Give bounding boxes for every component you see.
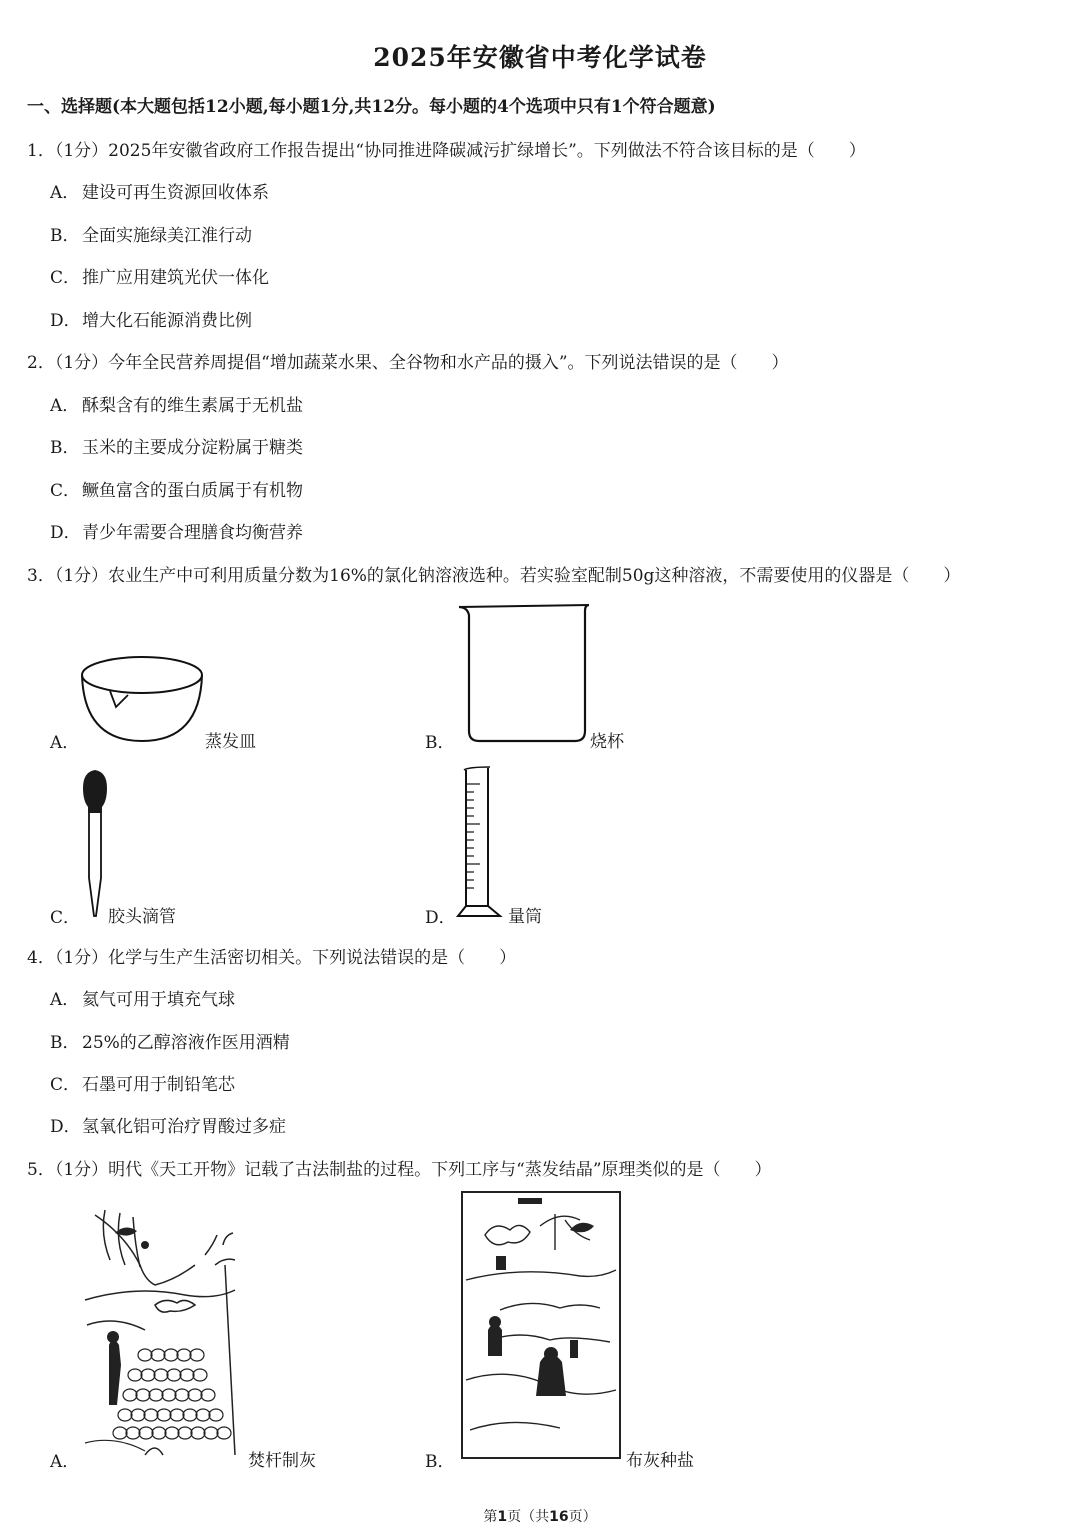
q5-option-b-letter[interactable]: B． (425, 1452, 455, 1472)
q4-option-b[interactable] (50, 1028, 290, 1053)
pile-stone (177, 1349, 191, 1361)
footer-page-number: 1 (497, 1509, 508, 1525)
q3-option-a-letter[interactable]: A． (50, 733, 80, 753)
pile-stone (118, 1409, 132, 1421)
option-text: 建设可再生资源回收体系 (82, 183, 269, 203)
option-text: 石墨可用于制铅笔芯 (82, 1075, 235, 1095)
pile-stone (139, 1427, 153, 1439)
pile-stone (162, 1389, 176, 1401)
pile-stone (157, 1409, 171, 1421)
q2-option-c[interactable] (50, 476, 303, 501)
pile-stone (178, 1427, 192, 1439)
option-letter: A． (50, 183, 80, 203)
option-text: 全面实施绿美江淮行动 (82, 226, 252, 246)
pile-stone (175, 1389, 189, 1401)
pile-stone (128, 1369, 142, 1381)
option-letter: C． (50, 481, 81, 501)
pile-stone (170, 1409, 184, 1421)
question-3-stem: 3．（1分）农业生产中可利用质量分数为16%的氯化钠溶液选种。若实验室配制50g这种溶液，不需要使用的仪器是（ ） (27, 566, 961, 586)
q5-option-b-label: 布灰种盐 (626, 1451, 694, 1471)
page-title: 2025年安徽省中考化学试卷 (373, 43, 707, 72)
option-text: 推广应用建筑光伏一体化 (82, 268, 269, 288)
option-letter: D． (50, 1117, 81, 1137)
option-text: 氦气可用于填充气球 (82, 990, 235, 1010)
footer-mid: 页（共 (507, 1509, 550, 1525)
q5-option-a-label: 焚杆制灰 (248, 1451, 316, 1471)
pile-stone (164, 1349, 178, 1361)
q1-option-c[interactable] (50, 263, 269, 288)
q3-option-c-letter[interactable]: C． (50, 908, 81, 928)
burning-stalks-illustration[interactable] (85, 1205, 245, 1460)
beaker-icon[interactable] (457, 603, 592, 745)
pile-stone (191, 1427, 205, 1439)
q4-option-a[interactable] (50, 985, 235, 1010)
pile-stone (188, 1389, 202, 1401)
pile-stone (183, 1409, 197, 1421)
option-letter: C． (50, 1075, 81, 1095)
option-text: 增大化石能源消费比例 (82, 311, 252, 331)
q5-option-a-letter[interactable]: A． (50, 1452, 80, 1472)
pile-stone (123, 1389, 137, 1401)
option-text: 青少年需要合理膳食均衡营养 (82, 523, 303, 543)
option-text: 25%的乙醇溶液作医用酒精 (82, 1033, 290, 1053)
pile-stone (217, 1427, 231, 1439)
pile-stone (126, 1427, 140, 1439)
pile-stone (180, 1369, 194, 1381)
question-4-stem: 4．（1分）化学与生产生活密切相关。下列说法错误的是（ ） (27, 948, 517, 968)
page-footer (0, 1506, 1080, 1526)
q1-option-b[interactable] (50, 221, 252, 246)
q3-option-a-label: 蒸发皿 (205, 732, 256, 752)
option-letter: D． (50, 523, 81, 543)
option-letter: C． (50, 268, 81, 288)
pile-stone (151, 1349, 165, 1361)
option-letter: B． (50, 226, 80, 246)
question-1-stem: 1．（1分）2025年安徽省政府工作报告提出“协同推进降碳减污扩绿增长”。下列做法不符合该目标的是（ ） (27, 141, 866, 161)
option-text: 酥梨含有的维生素属于无机盐 (82, 396, 303, 416)
option-letter: A． (50, 990, 80, 1010)
question-2-stem: 2．（1分）今年全民营养周提倡“增加蔬菜水果、全谷物和水产品的摄入”。下列说法错误的是（ ） (27, 353, 789, 373)
q2-option-a[interactable] (50, 391, 303, 416)
option-text: 玉米的主要成分淀粉属于糖类 (82, 438, 303, 458)
pile-stone (131, 1409, 145, 1421)
footer-total-pages: 16 (549, 1509, 569, 1525)
option-text: 鳜鱼富含的蛋白质属于有机物 (82, 481, 303, 501)
option-letter: B． (50, 438, 80, 458)
pile-stone (167, 1369, 181, 1381)
pile-stone (152, 1427, 166, 1439)
section-heading: 一、选择题(本大题包括12小题,每小题1分,共12分。每小题的4个选项中只有1个符合题意) (27, 97, 716, 117)
q3-option-d-label: 量筒 (508, 907, 542, 927)
evaporating-dish-icon[interactable] (80, 655, 205, 745)
q3-option-d-letter[interactable]: D． (425, 908, 456, 928)
footer-prefix: 第 (483, 1509, 498, 1525)
q4-option-c[interactable] (50, 1070, 235, 1095)
pile-stone (201, 1389, 215, 1401)
graduated-cylinder-icon[interactable] (456, 766, 506, 920)
option-letter: D． (50, 311, 81, 331)
q1-option-a[interactable] (50, 178, 269, 203)
pile-stone (154, 1369, 168, 1381)
option-text: 氢氧化铝可治疗胃酸过多症 (82, 1117, 286, 1137)
pile-stone (136, 1389, 150, 1401)
pile-stone (190, 1349, 204, 1361)
footer-suffix: 页） (568, 1509, 597, 1525)
pile-stone (165, 1427, 179, 1439)
q4-option-d[interactable] (50, 1112, 286, 1137)
q2-option-d[interactable] (50, 518, 303, 543)
pile-stone (113, 1427, 127, 1439)
spreading-ash-illustration[interactable] (460, 1190, 622, 1462)
q3-option-c-label: 胶头滴管 (108, 907, 176, 927)
q3-option-b-letter[interactable]: B． (425, 733, 455, 753)
pile-stone (193, 1369, 207, 1381)
q1-option-d[interactable] (50, 306, 252, 331)
q3-option-b-label: 烧杯 (590, 732, 624, 752)
dropper-icon[interactable] (80, 768, 110, 920)
question-5-stem: 5．（1分）明代《天工开物》记载了古法制盐的过程。下列工序与“蒸发结晶”原理类似的是（ ） (27, 1160, 772, 1180)
pile-stone (149, 1389, 163, 1401)
pile-stone (141, 1369, 155, 1381)
pile-stone (144, 1409, 158, 1421)
pile-stone (196, 1409, 210, 1421)
pile-stone (209, 1409, 223, 1421)
option-letter: B． (50, 1033, 80, 1053)
q2-option-b[interactable] (50, 433, 303, 458)
pile-stone (204, 1427, 218, 1439)
pile-stone (138, 1349, 152, 1361)
option-letter: A． (50, 396, 80, 416)
